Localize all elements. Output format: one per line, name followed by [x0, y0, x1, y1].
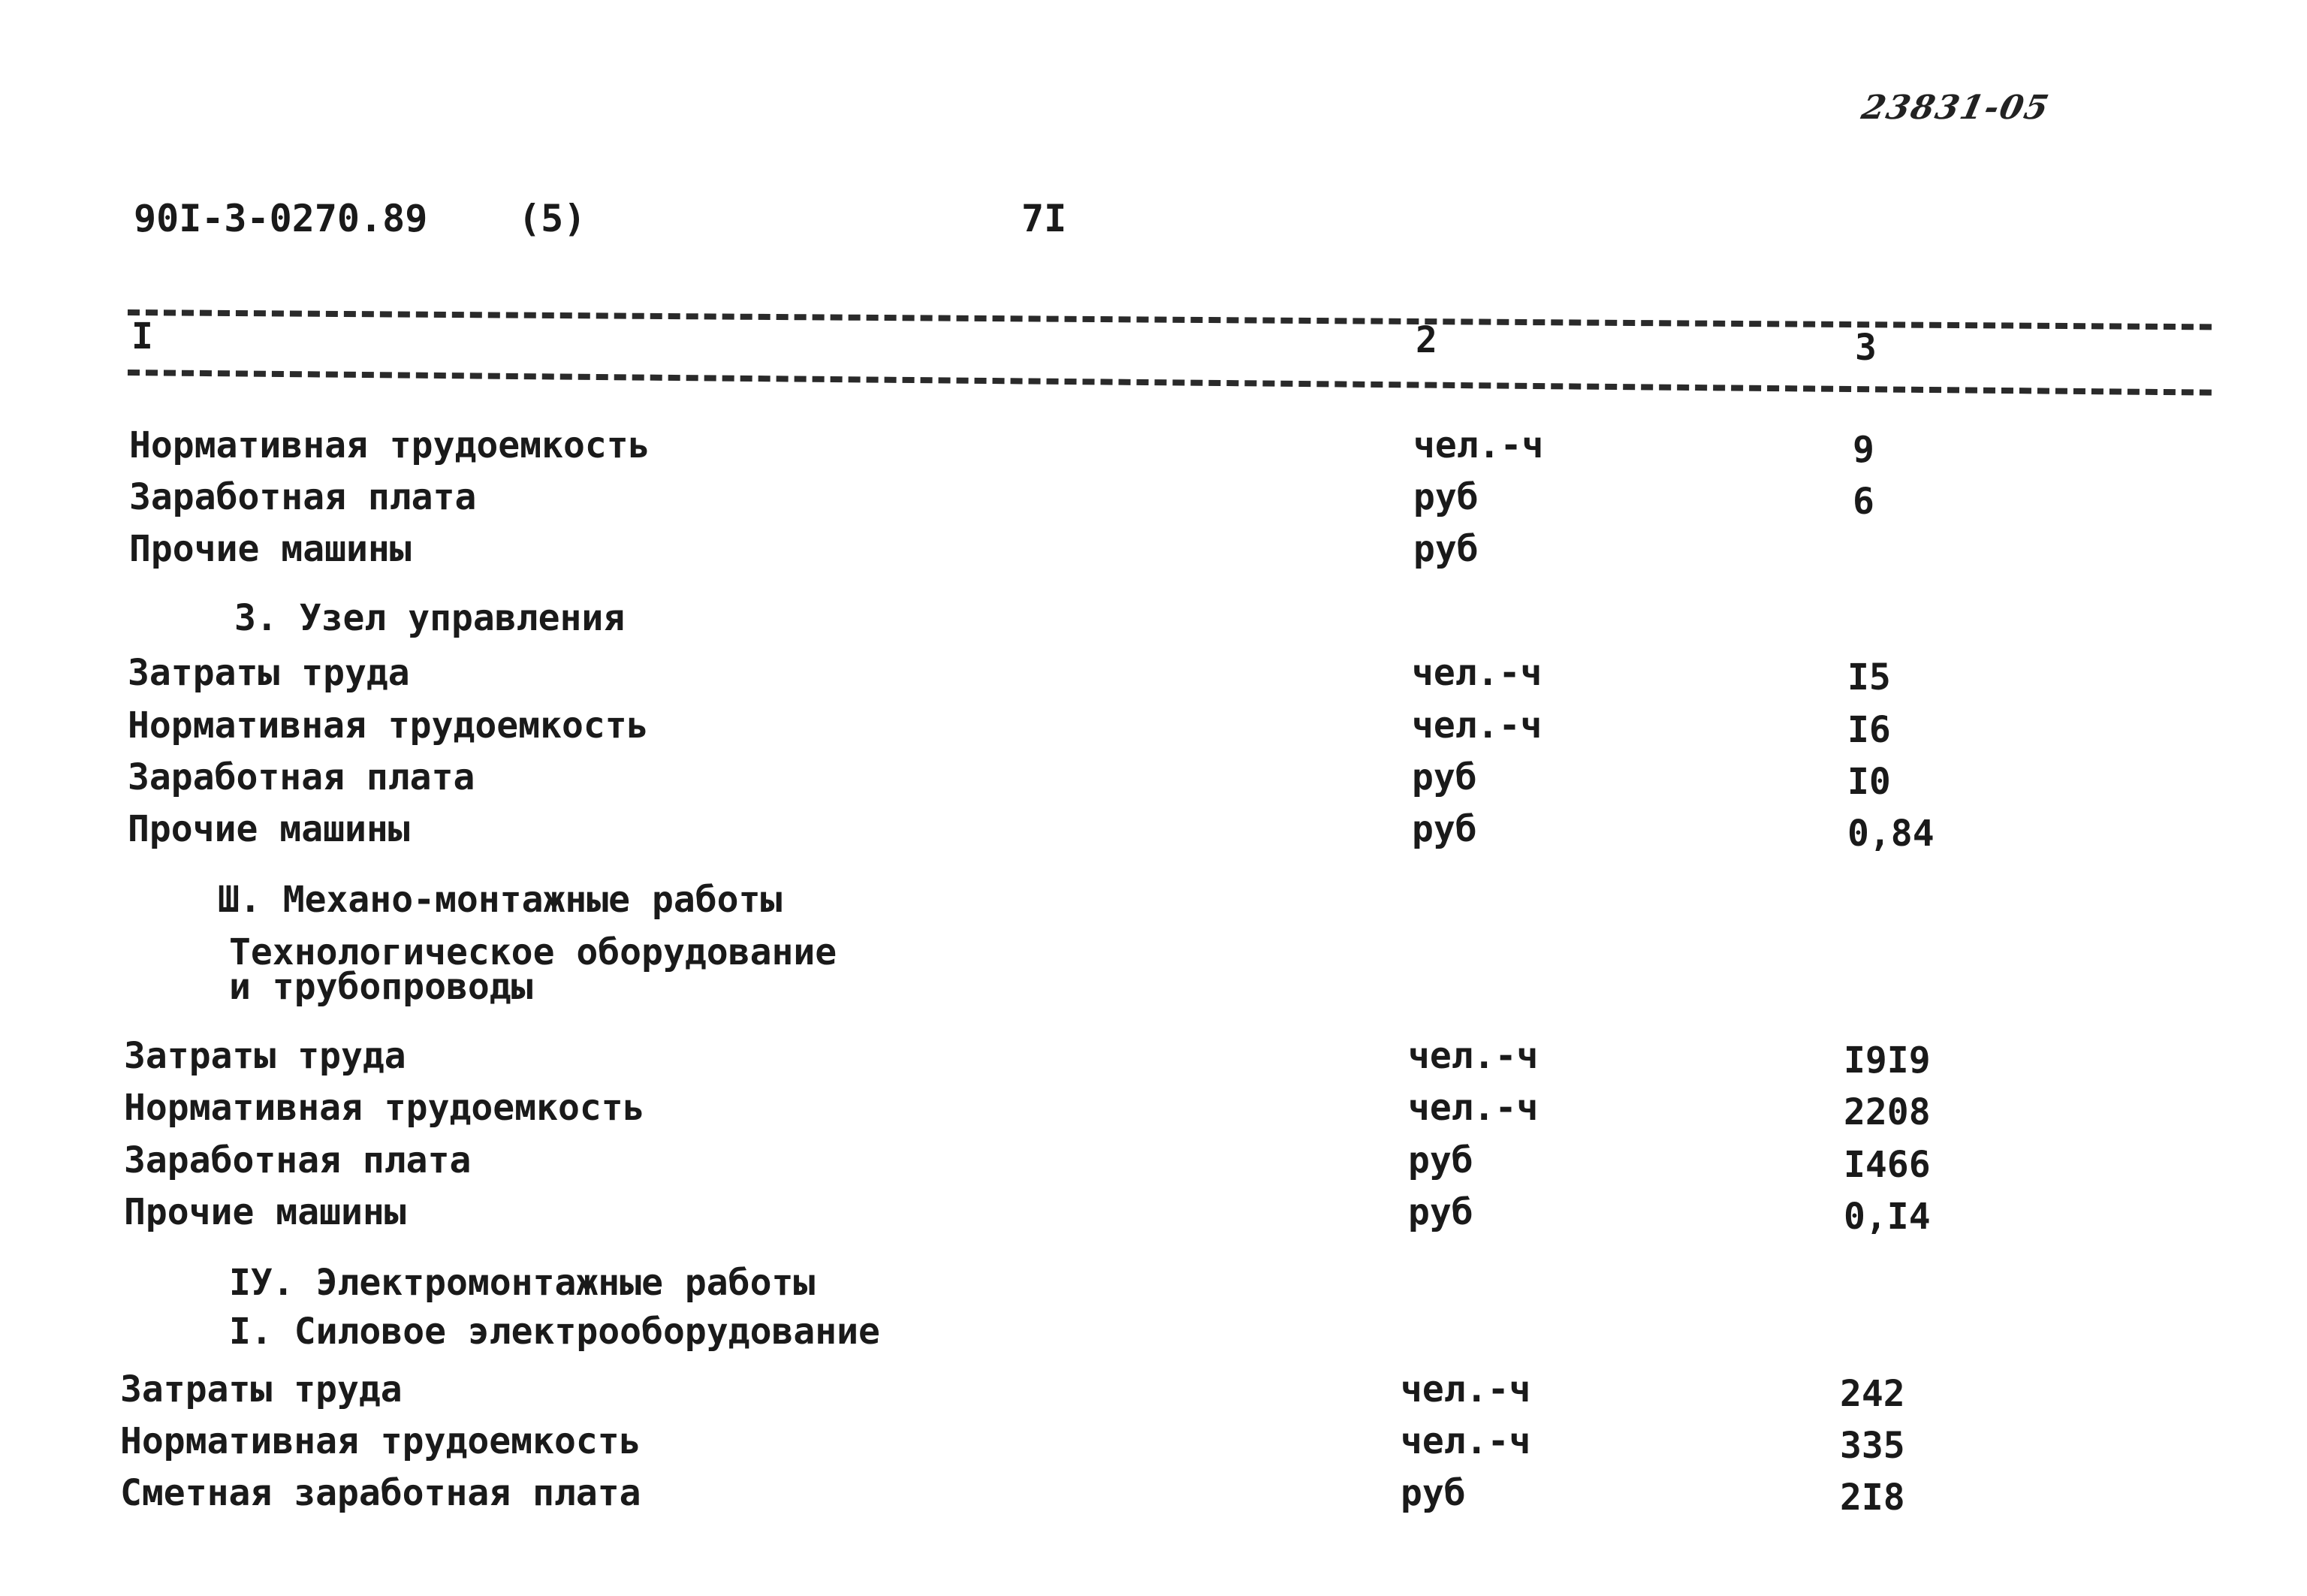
row-label: Сметная заработная плата: [120, 1472, 641, 1514]
row-label: Нормативная трудоемкость: [129, 424, 650, 466]
row-value: I9I9: [1844, 1039, 1931, 1082]
row-value: I5: [1847, 656, 1891, 698]
row-label: Прочие машины: [128, 808, 410, 850]
row-unit: чел.-ч: [1408, 1035, 1539, 1077]
section-title: 3. Узел управления: [234, 597, 626, 639]
section-subtitle: I. Силовое электрооборудование: [229, 1311, 880, 1353]
document-part: (5): [518, 197, 587, 240]
row-label: Прочие машины: [124, 1191, 406, 1233]
section-subtitle-line: Технологическое оборудование: [229, 931, 837, 973]
row-label: Затраты труда: [120, 1368, 403, 1410]
row-label: Нормативная трудоемкость: [120, 1420, 641, 1462]
row-label: Затраты труда: [128, 652, 410, 694]
row-unit: руб: [1408, 1139, 1473, 1181]
section-title: IУ. Электромонтажные работы: [229, 1262, 816, 1304]
handwritten-reference: 23831-05: [1858, 89, 2053, 127]
row-value: 9: [1853, 429, 1874, 471]
section-subtitle: [229, 931, 837, 1008]
row-unit: чел.-ч: [1401, 1420, 1531, 1462]
row-value: 2I8: [1840, 1477, 1905, 1519]
row-unit: чел.-ч: [1413, 424, 1544, 466]
row-value: 0,I4: [1844, 1196, 1931, 1238]
row-unit: чел.-ч: [1408, 1087, 1539, 1129]
row-value: I0: [1847, 761, 1891, 803]
row-unit: руб: [1408, 1191, 1473, 1233]
table-header-top-rule: [128, 309, 2212, 330]
row-value: 2208: [1844, 1091, 1931, 1133]
row-unit: чел.-ч: [1401, 1368, 1531, 1410]
row-unit: руб: [1413, 528, 1479, 570]
row-label: Прочие машины: [129, 528, 412, 570]
row-label: Заработная плата: [124, 1139, 472, 1181]
row-label: Нормативная трудоемкость: [128, 704, 649, 747]
row-unit: чел.-ч: [1412, 652, 1543, 694]
table-header-bottom-rule: [128, 370, 2212, 396]
row-value: 0,84: [1847, 813, 1935, 855]
section-title: Ш. Механо-монтажные работы: [218, 879, 783, 921]
row-unit: руб: [1401, 1472, 1466, 1514]
row-label: Заработная плата: [128, 756, 475, 798]
column-number-1: I: [131, 315, 153, 358]
row-label: Заработная плата: [129, 476, 477, 518]
row-value: 335: [1840, 1425, 1905, 1467]
column-number-3: 3: [1855, 327, 1877, 369]
row-unit: чел.-ч: [1412, 704, 1543, 747]
row-label: Нормативная трудоемкость: [124, 1087, 645, 1129]
row-value: 6: [1853, 481, 1874, 523]
row-value: 242: [1840, 1373, 1905, 1415]
page-number: 7I: [1021, 197, 1067, 240]
row-unit: руб: [1413, 476, 1479, 518]
row-value: I6: [1847, 709, 1891, 751]
section-subtitle-line: и трубопроводы: [229, 966, 533, 1008]
row-unit: руб: [1412, 756, 1477, 798]
row-value: I466: [1844, 1144, 1931, 1186]
row-label: Затраты труда: [124, 1035, 406, 1077]
column-number-2: 2: [1416, 319, 1437, 361]
document-code: 90I-3-0270.89: [134, 197, 428, 240]
row-unit: руб: [1412, 808, 1477, 850]
